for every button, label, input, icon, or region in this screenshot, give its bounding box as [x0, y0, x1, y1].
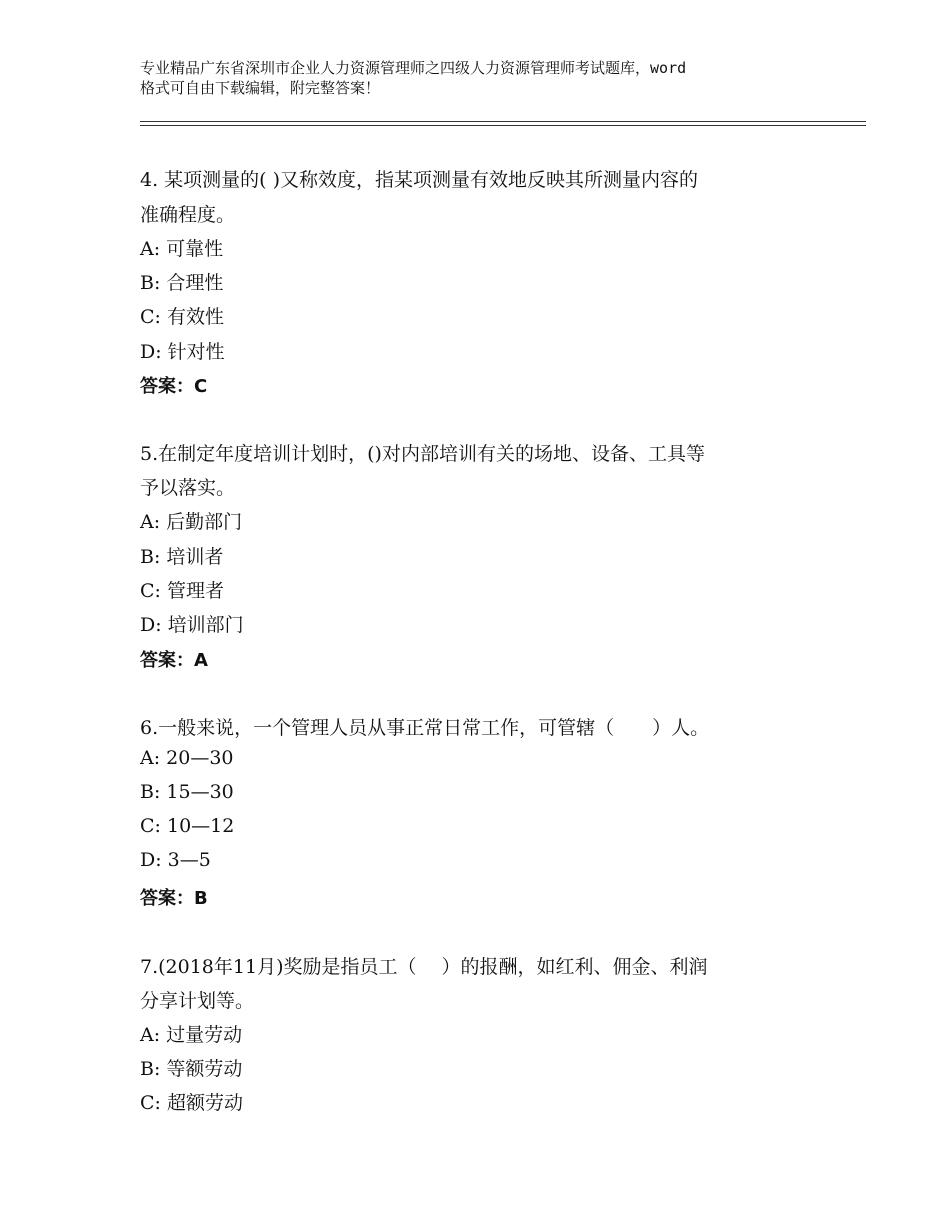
answer-text: 答案：A [140, 650, 208, 671]
option-a: A: 20—30 [140, 747, 234, 769]
option-b: B: 等额劳动 [140, 1058, 243, 1080]
option-d: D: 培训部门 [140, 614, 244, 636]
option-c: C: 超额劳动 [140, 1092, 243, 1114]
option-d: D: 针对性 [140, 341, 225, 363]
option-a: A: 过量劳动 [140, 1024, 243, 1046]
header-line-1: 专业精品广东省深圳市企业人力资源管理师之四级人力资源管理师考试题库，word [140, 59, 687, 77]
option-b: B: 合理性 [140, 272, 224, 294]
answer-text: 答案：B [140, 888, 208, 909]
question-stem: 7.(2018年11月)奖励是指员工（ ）的报酬，如红利、佣金、利润 [140, 956, 708, 978]
option-c: C: 10—12 [140, 815, 235, 837]
option-c: C: 管理者 [140, 580, 224, 602]
option-a: A: 后勤部门 [140, 511, 243, 533]
question-stem: 分享计划等。 [140, 990, 255, 1012]
option-c: C: 有效性 [140, 306, 224, 328]
option-b: B: 15—30 [140, 781, 234, 803]
question-stem: 5.在制定年度培训计划时，()对内部培训有关的场地、设备、工具等 [140, 443, 705, 465]
question-stem: 准确程度。 [140, 204, 236, 226]
question-stem: 4. 某项测量的( )又称效度，指某项测量有效地反映其所测量内容的 [140, 169, 699, 191]
answer-text: 答案：C [140, 376, 208, 397]
question-stem: 6.一般来说，一个管理人员从事正常日常工作，可管辖（ ）人。 [140, 717, 710, 739]
option-a: A: 可靠性 [140, 238, 224, 260]
header-line-2: 格式可自由下载编辑，附完整答案！ [140, 79, 381, 97]
header-divider-bottom [140, 125, 866, 126]
option-b: B: 培训者 [140, 546, 224, 568]
header-divider-top [140, 121, 866, 122]
question-stem: 予以落实。 [140, 477, 236, 499]
option-d: D: 3—5 [140, 849, 211, 871]
document-header [140, 58, 830, 98]
